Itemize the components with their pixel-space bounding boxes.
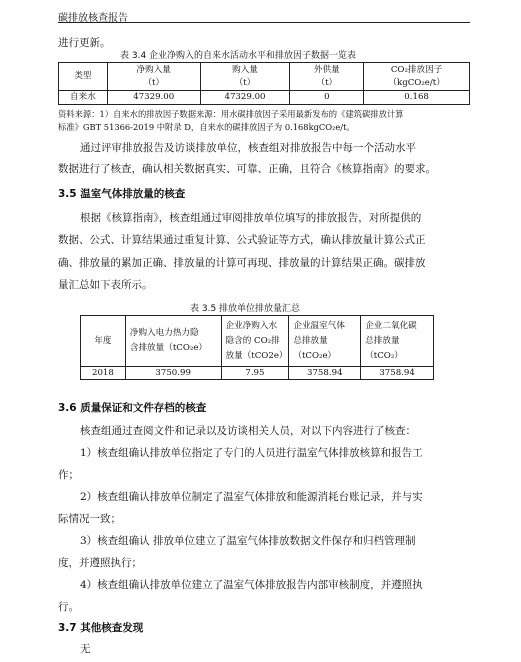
header-line1: 类型 bbox=[74, 71, 92, 81]
header-line3: （tCO₂） bbox=[365, 350, 403, 361]
table-3-4-header-cell bbox=[107, 63, 200, 91]
section-3-5-line: 量汇总如下表所示。 bbox=[58, 279, 153, 291]
intro-text: 进行更新。 bbox=[58, 37, 111, 49]
table-3-5-header-cell bbox=[289, 316, 361, 367]
table-3-4-header-cell bbox=[200, 63, 290, 91]
table-cell: 3758.94 bbox=[361, 367, 434, 380]
table-3-5 bbox=[80, 315, 434, 380]
section-3-6-line: 际情况一致； bbox=[58, 513, 121, 525]
header-divider bbox=[58, 22, 470, 23]
table-cell: 3758.94 bbox=[289, 367, 361, 380]
header-line1: 年度 bbox=[94, 335, 112, 346]
section-3-6-line: 作； bbox=[58, 469, 79, 481]
table-3-4-header-cell bbox=[364, 63, 470, 91]
section-3-5-line: 根据《核算指南》，核查组通过审阅排放单位填写的排放报告，对所提供的 bbox=[80, 212, 422, 224]
header-line2: 隐含的 CO₂排 bbox=[225, 335, 280, 346]
header-line1: 企业净购入水 bbox=[225, 320, 278, 331]
table-cell: 7.95 bbox=[221, 367, 289, 380]
section-3-6-line: 1）核查组确认排放单位指定了专门的人员进行温室气体排放核算和报告工 bbox=[80, 447, 423, 459]
header-line2: （t） bbox=[143, 77, 165, 88]
section-3-5-heading: 3.5 温室气体排放量的核查 bbox=[58, 188, 186, 200]
section-3-6-line: 4）核查组确认排放单位建立了温室气体排放报告内部审核制度，并遵照执 bbox=[80, 579, 423, 591]
header-line1: 购入量 bbox=[232, 64, 258, 75]
section-3-6-line: 2）核查组确认排放单位制定了温室气体排放和能源消耗台账记录，并与实 bbox=[80, 491, 423, 503]
header-line1: 外供量 bbox=[313, 64, 340, 75]
section-3-6-heading: 3.6 质量保证和文件存档的核查 bbox=[58, 402, 207, 414]
verify-paragraph-line1: 通过评审排放报告及访谈排放单位，核查组对排放报告中每一个活动水平 bbox=[80, 142, 416, 154]
source-note-line1: 资料来源：1）自来水的排放因子数据来源：用水碳排放因子采用最新发布的《建筑碳排放计算 bbox=[58, 109, 404, 119]
header-line2: 含排放量（tCO₂e） bbox=[129, 343, 208, 353]
table-cell: 3750.99 bbox=[125, 367, 221, 380]
source-note-line2: 标准》GBT 51366-2019 中附录 D，自来水的碳排放因子为 0.168kgCO₂e/t。 bbox=[58, 122, 355, 132]
header-line2: （t） bbox=[234, 77, 256, 88]
table-cell: 2018 bbox=[81, 367, 126, 380]
verify-paragraph-line2: 数据进行了核查，确认相关数据真实、可靠、正确，且符合《核算指南》的要求。 bbox=[58, 163, 436, 175]
table-3-4-header-cell bbox=[59, 63, 108, 91]
report-header-title: 碳排放核查报告 bbox=[58, 13, 128, 24]
header-line1: 净购入量 bbox=[136, 64, 171, 75]
table-3-5-header-cell bbox=[125, 316, 221, 367]
table-row bbox=[59, 91, 470, 105]
header-line3: （tCO₂e） bbox=[293, 350, 337, 361]
table-3-4-caption: 表 3.4 企业净购入的自来水活动水平和排放因子数据一览表 bbox=[120, 51, 357, 61]
section-3-5-line: 确、排放量的累加正确、排放量的计算可再现、排放量的计算结果正确。碳排放 bbox=[58, 257, 426, 269]
header-line2: （t） bbox=[316, 77, 338, 88]
table-3-5-caption: 表 3.5 排放单位排放量汇总 bbox=[190, 304, 301, 314]
table-cell: 47329.00 bbox=[200, 91, 290, 105]
header-line2: 总排放量 bbox=[293, 335, 328, 346]
header-line1: CO₂排放因子 bbox=[390, 64, 443, 75]
table-3-4-header-cell bbox=[290, 63, 364, 91]
section-3-5-line: 数据、公式、计算结果通过重复计算、公式验证等方式，确认排放量计算公式正 bbox=[58, 234, 426, 246]
table-cell: 47329.00 bbox=[107, 91, 200, 105]
section-3-6-line: 核查组通过查阅文件和记录以及访谈相关人员，对以下内容进行了核查： bbox=[80, 425, 416, 437]
table-cell: 自来水 bbox=[59, 91, 108, 105]
header-line2: （kgCO₂e/t） bbox=[388, 77, 445, 88]
header-line1: 企业二氧化碳 bbox=[365, 320, 417, 331]
table-3-5-header-row bbox=[81, 316, 434, 367]
section-3-7-heading: 3.7 其他核查发现 bbox=[58, 622, 144, 634]
header-line3: 放量（tCO2e） bbox=[225, 350, 288, 361]
table-3-4-header-row bbox=[59, 63, 470, 91]
header-line1: 净购入电力热力隐 bbox=[129, 328, 199, 338]
section-3-6-line: 3）核查组确认 排放单位建立了温室气体排放数据文件保存和归档管理制 bbox=[80, 535, 416, 547]
table-cell: 0.168 bbox=[364, 91, 470, 105]
section-3-6-line: 行。 bbox=[58, 601, 79, 613]
table-cell: 0 bbox=[290, 91, 364, 105]
header-line2: 总排放量 bbox=[365, 335, 400, 346]
table-3-5-header-cell bbox=[361, 316, 434, 367]
table-row bbox=[81, 367, 434, 380]
table-3-4 bbox=[58, 62, 470, 105]
header-line1: 企业温室气体 bbox=[293, 320, 345, 331]
section-3-6-line: 度，并遵照执行； bbox=[58, 557, 142, 569]
table-3-5-header-cell bbox=[81, 316, 126, 367]
table-3-5-header-cell bbox=[221, 316, 289, 367]
section-3-7-text: 无 bbox=[80, 643, 91, 655]
